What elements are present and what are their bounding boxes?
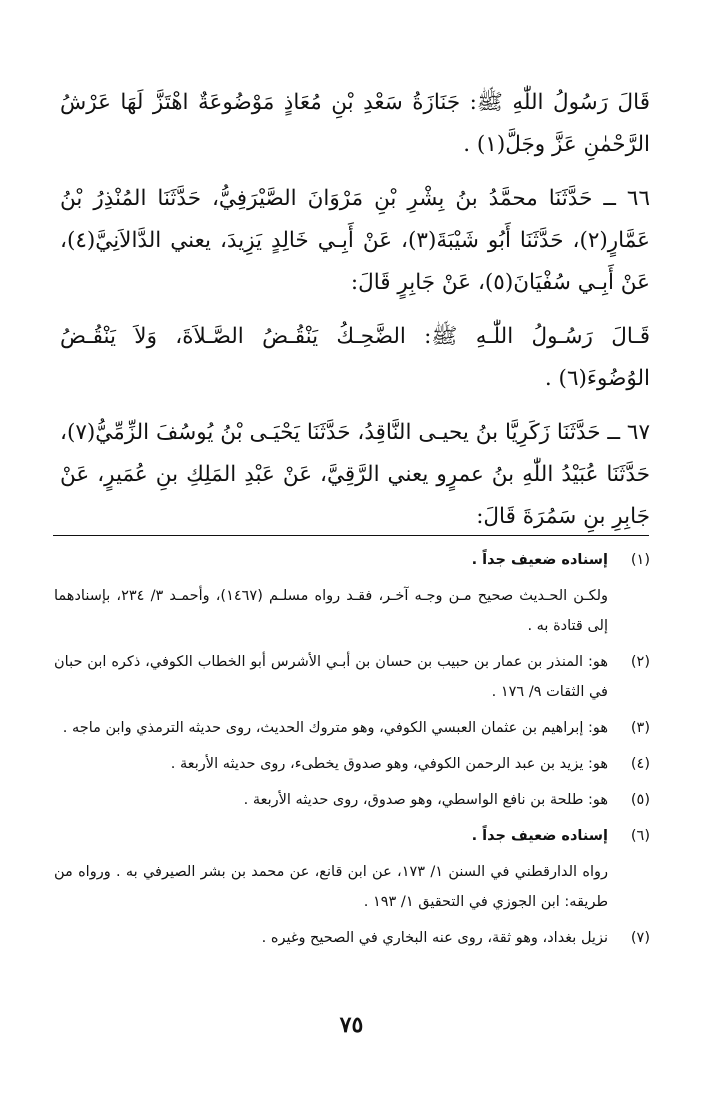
footnote-5 [54,785,650,815]
footnote-text: هو: طلحة بن نافع الواسطي، وهو صدوق، روى حديثه الأربعة . [243,792,608,808]
footnote-text: هو: إبراهيم بن عثمان العبسي الكوفي، وهو متروك الحديث، روى حديثه الترمذي وابن ماجه . [62,720,608,736]
footnote-text: ولكـن الحـديث صحيح مـن وجـه آخـر، فقـد رواه مسلـم (١٤٦٧)، وأحمـد ٣/ ٢٣٤، بإسنادهما إلى قتادة به . [54,588,609,634]
footnote-1-continued [54,581,650,641]
footnote-3 [54,713,650,743]
footnote-2 [54,647,650,707]
paragraph-hadith-67-isnad: ٦٧ ــ حَدَّثَنَا زَكَرِيَّا بنُ يحيـى النَّاقِدُ، حَدَّثَنَا يَحْيَـى بْنُ يُوسُفَ الزِّمِّيُّ(٧)، حَدَّثَنَا عُبَيْدُ اللّٰهِ بنُ عمرٍو يعني الرَّقِيَّ، عَنْ عَبْدِ المَلِكِ بنِ عُمَيرٍ، عَنْ جَابِرِ بنِ سَمُرَةَ قَالَ: [60,420,650,529]
footnote-text: هو: المنذر بن عمار بن حبيب بن حسان بن أبـي الأشرس أبو الخطاب الكوفي، ذكره ابن حبان في الثقات ٩/ ١٧٦ . [54,654,608,700]
footnote-text: إسناده ضعيف جداً . [471,552,608,568]
footnote-4 [54,749,650,779]
paragraph-hadith-66-isnad: ٦٦ ــ حَدَّثَنَا محمَّدُ بنُ بِشْرِ بْنِ مَرْوَانَ الصَّيْرَفِيُّ، حَدَّثَنَا المُنْذِرُ بْنُ عَمَّارٍ(٢)، حَدَّثَنَا أَبُو شَيْبَةَ(٣)، عَنْ أَبِـي خَالِدٍ يَزِيدَ، يعني الدَّالاَنِيَّ(٤)، عَنْ أَبِـي سُفْيَانَ(٥)، عَنْ جَابِرٍ قَالَ: [60,186,650,295]
footnote-number: (٣) [630,720,650,736]
footnote-number: (٧) [630,930,650,946]
footnote-separator-line [53,535,649,536]
footnote-6 [54,821,650,851]
footnote-text: هو: يزيد بن عبد الرحمن الكوفي، وهو صدوق يخطىء، روى حديثه الأربعة . [170,756,608,772]
footnote-6-continued [54,857,650,917]
page-number: ٧٥ [339,1012,364,1038]
footnote-text: نزيل بغداد، وهو ثقة، روى عنه البخاري في الصحيح وغيره . [261,930,608,946]
footnote-number: (٦) [630,828,650,844]
paragraph-prophet-saying-saad: قَالَ رَسُولُ اللّٰهِ ﷺ: جَنَازَةُ سَعْدِ بْنِ مُعَاذٍ مَوْضُوعَةٌ اهْتَزَّ لَهَا عَرْشُ الرَّحْمٰنِ عَزَّ وجَلَّ(١) . [60,90,650,157]
footnote-text: إسناده ضعيف جداً . [471,828,608,844]
footnote-1 [54,545,650,575]
footnote-number: (٥) [630,792,650,808]
footnote-text: رواه الدارقطني في السنن ١/ ١٧٣، عن ابن قانع، عن محمد بن بشر الصيرفي به . ورواه من طريقه: ابن الجوزي في التحقيق ١/ ١٩٣ . [54,864,608,910]
footnote-number: (٢) [630,654,650,670]
footnotes-section [54,545,650,959]
paragraph-hadith-66-matn: قَـالَ رَسُـولُ اللّٰـهِ ﷺ: الضَّحِـكُ يَنْقُـضُ الصَّـلاَةَ، وَلاَ يَنْقُـضُ الوُضُوءَ(٦) . [60,324,650,391]
footnote-number: (١) [630,552,650,568]
main-text-body [60,82,650,550]
footnote-7 [54,923,650,953]
footnote-number: (٤) [630,756,650,772]
